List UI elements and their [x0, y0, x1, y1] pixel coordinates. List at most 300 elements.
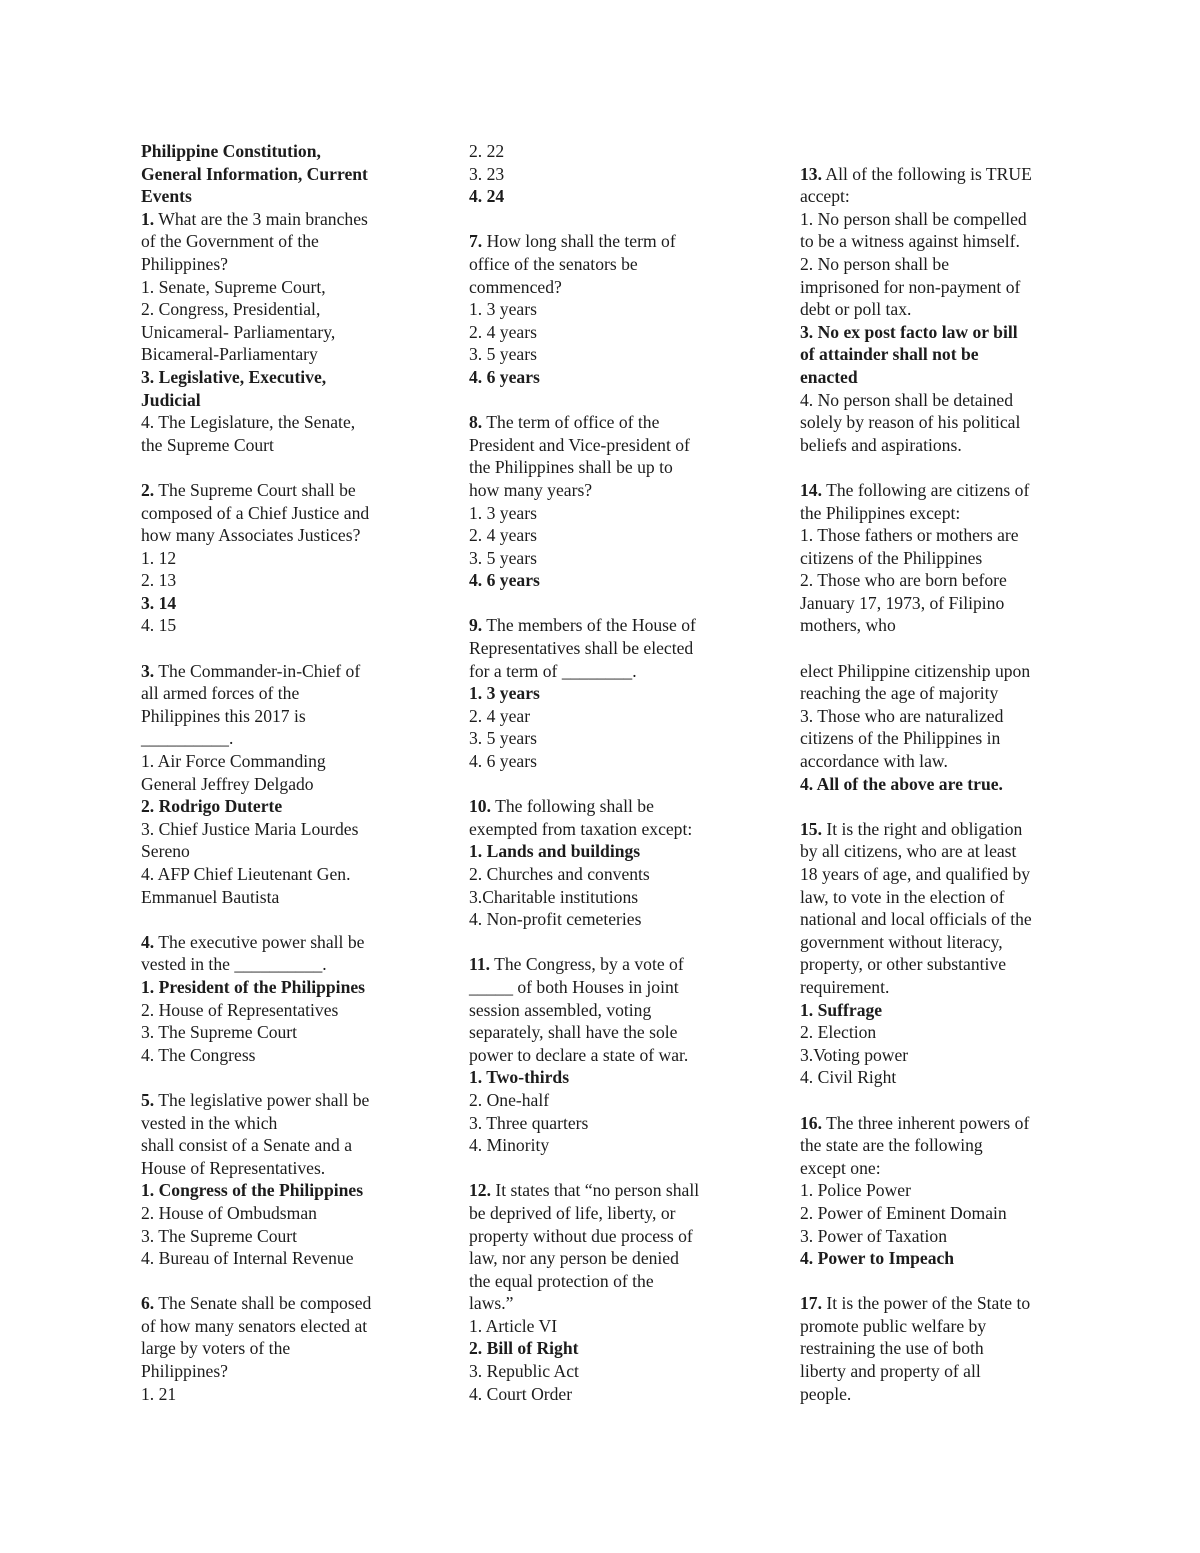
text-line [141, 1360, 409, 1383]
text-line [141, 1383, 409, 1406]
line-text: 1. Two-thirds [469, 1067, 570, 1088]
question-number: 7. [469, 231, 483, 252]
line-text: Events [141, 186, 192, 207]
text-line [141, 1202, 409, 1225]
text-line [141, 434, 409, 457]
line-text: of attainder shall not be [800, 344, 979, 365]
text-line [469, 163, 737, 186]
line-text: 2. 4 year [469, 705, 531, 726]
text-line [141, 1157, 409, 1180]
line-text: promote public welfare by [800, 1315, 987, 1336]
text-line [141, 1134, 409, 1157]
text-line [800, 547, 1068, 570]
question-number: 11. [469, 954, 491, 975]
line-text: The Senate shall be composed [154, 1293, 372, 1314]
column-1 [141, 140, 409, 1405]
line-text: 4. Power to Impeach [800, 1248, 955, 1269]
line-text: The executive power shall be [154, 931, 365, 952]
line-text: Representatives shall be elected [469, 638, 694, 659]
question-line [141, 208, 409, 231]
line-text: 2. 4 years [469, 321, 537, 342]
line-text: power to declare a state of war. [469, 1044, 689, 1065]
question-number: 14. [800, 479, 822, 500]
text-line [469, 1383, 737, 1406]
line-text: 2. House of Representatives [141, 999, 339, 1020]
line-text: imprisoned for non-payment of [800, 276, 1021, 297]
text-line [141, 1247, 409, 1270]
line-text: by all citizens, who are at least [800, 841, 1017, 862]
line-text: commenced? [469, 276, 562, 297]
line-text: What are the 3 main branches [154, 208, 368, 229]
line-text: 2. House of Ombudsman [141, 1202, 317, 1223]
text-line [469, 1247, 737, 1270]
text-line [800, 1179, 1068, 1202]
text-line [469, 908, 737, 931]
text-line [469, 1021, 737, 1044]
question-line [141, 1089, 409, 1112]
text-line [141, 502, 409, 525]
text-line [800, 230, 1068, 253]
line-text: 2. No person shall be [800, 253, 950, 274]
line-text: accept: [800, 186, 850, 207]
column-3 [800, 163, 1068, 1406]
line-text: 3. Legislative, Executive, [141, 366, 327, 387]
text-line [141, 1315, 409, 1338]
line-text: Emmanuel Bautista [141, 886, 280, 907]
line-text: 1. 12 [141, 547, 177, 568]
line-text: government without literacy, [800, 931, 1003, 952]
text-line [141, 863, 409, 886]
line-text: 4. AFP Chief Lieutenant Gen. [141, 864, 351, 884]
line-text: all armed forces of the [141, 683, 300, 704]
line-text: General Information, Current [141, 163, 368, 184]
text-line [469, 863, 737, 886]
question-number: 8. [469, 412, 483, 433]
text-line [800, 1383, 1068, 1406]
line-text: liberty and property of all [800, 1361, 981, 1382]
text-line [141, 343, 409, 366]
line-text: the Supreme Court [141, 434, 274, 455]
text-line [800, 908, 1068, 931]
line-text: vested in the which [141, 1112, 278, 1133]
line-text: shall consist of a Senate and a [141, 1135, 353, 1156]
question-line [141, 479, 409, 502]
line-text: national and local officials of the [800, 909, 1032, 930]
text-line [469, 547, 737, 570]
answer-line [141, 185, 409, 208]
answer-line [141, 389, 409, 412]
text-line [469, 253, 737, 276]
text-line [800, 1202, 1068, 1225]
answer-line [469, 1337, 737, 1360]
line-text: vested in the __________. [141, 954, 327, 975]
question-line [469, 411, 737, 434]
text-line [469, 750, 737, 773]
text-line [800, 389, 1068, 412]
text-line [800, 953, 1068, 976]
text-line [469, 502, 737, 525]
answer-line [800, 773, 1068, 796]
text-line [800, 614, 1068, 637]
text-line [469, 434, 737, 457]
text-line [141, 1337, 409, 1360]
line-text: 4. No person shall be detained [800, 389, 1014, 410]
text-line [469, 976, 737, 999]
text-line [141, 321, 409, 344]
text-line [469, 456, 737, 479]
line-text: 2. Power of Eminent Domain [800, 1202, 1007, 1223]
text-line [141, 818, 409, 841]
line-text: how many years? [469, 479, 593, 500]
question-number: 1. [141, 208, 155, 229]
line-text: 4. All of the above are true. [800, 773, 1003, 794]
line-text: 3.Voting power [800, 1044, 909, 1065]
text-line [800, 1021, 1068, 1044]
question-number: 16. [800, 1112, 822, 1133]
text-line [800, 1315, 1068, 1338]
question-number: 3. [141, 660, 155, 681]
text-line [141, 1044, 409, 1067]
line-text: Sereno [141, 841, 190, 862]
text-line [141, 569, 409, 592]
line-text: 2. Churches and convents [469, 864, 650, 884]
line-text: 18 years of age, and qualified by [800, 864, 1031, 884]
line-text: 2. Congress, Presidential, [141, 299, 321, 320]
text-line [469, 727, 737, 750]
text-line [141, 524, 409, 547]
answer-line [800, 999, 1068, 1022]
line-text: citizens of the Philippines in [800, 728, 1001, 749]
line-text: All of the following is TRUE [822, 163, 1032, 184]
line-text: the equal protection of the [469, 1270, 654, 1291]
line-text: 3. 5 years [469, 547, 537, 568]
line-text: It states that “no person shall [491, 1180, 700, 1201]
answer-line [469, 569, 737, 592]
text-line [141, 773, 409, 796]
answer-line [141, 976, 409, 999]
text-line [800, 592, 1068, 615]
answer-line [469, 366, 737, 389]
line-text: 3. The Supreme Court [141, 1225, 298, 1246]
line-text: The term of office of the [482, 412, 660, 433]
line-text: 2. 4 years [469, 525, 537, 546]
question-number: 15. [800, 818, 822, 839]
line-text: 1. Lands and buildings [469, 841, 641, 862]
line-text: separately, shall have the sole [469, 1022, 678, 1043]
question-number: 5. [141, 1089, 155, 1110]
text-line [469, 343, 737, 366]
line-text: _____ of both Houses in joint [469, 976, 679, 997]
text-line [141, 1112, 409, 1135]
line-text: elect Philippine citizenship upon [800, 660, 1031, 681]
question-line [469, 953, 737, 976]
question-number: 12. [469, 1180, 491, 1201]
line-text: 3.Charitable institutions [469, 886, 639, 907]
text-line [469, 999, 737, 1022]
line-text: debt or poll tax. [800, 299, 912, 320]
text-line [469, 524, 737, 547]
text-line [800, 727, 1068, 750]
answer-line [800, 343, 1068, 366]
line-text: 2. Bill of Right [469, 1338, 579, 1359]
line-text: law, to vote in the election of [800, 886, 1005, 907]
line-text: Judicial [141, 389, 201, 410]
question-line [800, 163, 1068, 186]
text-line [800, 931, 1068, 954]
line-text: large by voters of the [141, 1338, 291, 1359]
answer-line [141, 795, 409, 818]
question-number: 9. [469, 615, 483, 636]
line-text: 4. The Congress [141, 1044, 256, 1065]
line-text: 1. 3 years [469, 683, 540, 704]
text-line [141, 298, 409, 321]
line-text: restraining the use of both [800, 1338, 984, 1359]
line-text: 3. Those who are naturalized [800, 705, 1004, 726]
answer-line [141, 1179, 409, 1202]
line-text: January 17, 1973, of Filipino [800, 592, 1005, 613]
text-line [469, 818, 737, 841]
text-line [800, 1360, 1068, 1383]
text-line [141, 750, 409, 773]
line-text: 1. President of the Philippines [141, 976, 366, 997]
question-line [800, 1292, 1068, 1315]
text-line [800, 502, 1068, 525]
question-line [800, 818, 1068, 841]
line-text: 1. 21 [141, 1383, 177, 1404]
line-text: laws.” [469, 1293, 514, 1314]
line-text: The legislative power shall be [154, 1089, 370, 1110]
text-line [800, 276, 1068, 299]
question-line [141, 1292, 409, 1315]
line-text: 1. 3 years [469, 502, 537, 523]
text-line [141, 1021, 409, 1044]
question-line [469, 1179, 737, 1202]
line-text: 3. 5 years [469, 728, 537, 749]
text-line [141, 705, 409, 728]
line-text: be deprived of life, liberty, or [469, 1202, 676, 1223]
line-text: 3. Chief Justice Maria Lourdes [141, 818, 359, 839]
line-text: of the Government of the [141, 231, 319, 252]
text-line [469, 479, 737, 502]
text-line [141, 253, 409, 276]
line-text: 1. 3 years [469, 299, 537, 320]
text-line [800, 863, 1068, 886]
text-line [469, 1202, 737, 1225]
question-line [141, 660, 409, 683]
answer-line [141, 366, 409, 389]
text-line [800, 1225, 1068, 1248]
question-line [141, 931, 409, 954]
line-text: 4. The Legislature, the Senate, [141, 412, 356, 433]
line-text: 1. Those fathers or mothers are [800, 525, 1019, 546]
line-text: exempted from taxation except: [469, 818, 693, 839]
text-line [469, 276, 737, 299]
text-line [469, 660, 737, 683]
answer-line [141, 592, 409, 615]
question-number: 13. [800, 163, 822, 184]
line-text: 2. Rodrigo Duterte [141, 796, 283, 817]
line-text: House of Representatives. [141, 1157, 326, 1178]
answer-line [469, 682, 737, 705]
line-text: 1. Congress of the Philippines [141, 1180, 364, 1201]
question-number: 10. [469, 796, 491, 817]
line-text: property, or other substantive [800, 954, 1007, 975]
text-line [141, 682, 409, 705]
line-text: 1. No person shall be compelled [800, 208, 1027, 229]
answer-line [469, 1066, 737, 1089]
text-line [800, 298, 1068, 321]
text-line [469, 1089, 737, 1112]
text-line [141, 886, 409, 909]
line-text: 3. No ex post facto law or bill [800, 321, 1018, 342]
text-line [469, 1360, 737, 1383]
text-line [141, 1225, 409, 1248]
question-number: 6. [141, 1293, 155, 1314]
line-text: 4. Court Order [469, 1383, 573, 1404]
line-text: solely by reason of his political [800, 412, 1021, 433]
line-text: How long shall the term of [482, 231, 676, 252]
line-text: 4. 15 [141, 615, 177, 636]
text-line [469, 298, 737, 321]
text-line [469, 1112, 737, 1135]
line-text: Philippine Constitution, [141, 141, 321, 161]
text-line [141, 230, 409, 253]
line-text: 4. Minority [469, 1135, 550, 1156]
line-text: 2. Election [800, 1022, 877, 1043]
line-text: accordance with law. [800, 751, 948, 772]
text-line [469, 1044, 737, 1067]
line-text: The Supreme Court shall be [154, 479, 356, 500]
text-line [141, 953, 409, 976]
line-text: 2. Those who are born before [800, 570, 1007, 591]
line-text: composed of a Chief Justice and [141, 502, 370, 523]
answer-line [469, 185, 737, 208]
text-line [141, 411, 409, 434]
line-text: 4. Civil Right [800, 1067, 897, 1088]
line-text: 3. Power of Taxation [800, 1225, 947, 1246]
line-text: 2. One-half [469, 1089, 550, 1110]
line-text: 3. 23 [469, 163, 505, 184]
line-text: The members of the House of [482, 615, 696, 636]
line-text: the Philippines except: [800, 502, 961, 523]
line-text: property without due process of [469, 1225, 693, 1246]
text-line [800, 185, 1068, 208]
line-text: Philippines this 2017 is [141, 705, 306, 726]
line-text: citizens of the Philippines [800, 547, 983, 568]
line-text: 1. Senate, Supreme Court, [141, 276, 326, 297]
text-line [469, 1270, 737, 1293]
line-text: Bicameral-Parliamentary [141, 344, 318, 365]
question-line [800, 479, 1068, 502]
text-line [800, 524, 1068, 547]
text-line [800, 208, 1068, 231]
text-line [800, 1044, 1068, 1067]
line-text: 4. Bureau of Internal Revenue [141, 1248, 354, 1269]
line-text: the Philippines shall be up to [469, 457, 673, 478]
answer-line [800, 366, 1068, 389]
line-text: Unicameral- Parliamentary, [141, 321, 336, 342]
text-line [800, 705, 1068, 728]
text-line [800, 886, 1068, 909]
question-number: 4. [141, 931, 155, 952]
text-line [800, 1337, 1068, 1360]
line-text: It is the right and obligation [822, 818, 1023, 839]
line-text: __________. [141, 728, 234, 749]
answer-line [800, 1247, 1068, 1270]
text-line [469, 1134, 737, 1157]
question-line [800, 1112, 1068, 1135]
text-line [800, 253, 1068, 276]
line-text: 4. 6 years [469, 570, 540, 591]
line-text: requirement. [800, 976, 890, 997]
line-text: General Jeffrey Delgado [141, 773, 314, 794]
line-text: except one: [800, 1157, 881, 1178]
line-text: The following are citizens of [822, 479, 1030, 500]
line-text: 3. 14 [141, 592, 177, 613]
text-line [800, 750, 1068, 773]
line-text: It is the power of the State to [822, 1293, 1031, 1314]
text-line [469, 886, 737, 909]
line-text: to be a witness against himself. [800, 231, 1020, 252]
line-text: The following shall be [491, 796, 654, 817]
line-text: 1. Air Force Commanding [141, 751, 326, 772]
text-line [800, 1134, 1068, 1157]
line-text: The Commander-in-Chief of [154, 660, 361, 681]
text-line [800, 411, 1068, 434]
line-text: 4. Non-profit cemeteries [469, 909, 642, 930]
text-line [141, 840, 409, 863]
text-line [800, 1066, 1068, 1089]
line-text: Philippines? [141, 1361, 228, 1382]
line-text: reaching the age of majority [800, 683, 999, 704]
question-number: 17. [800, 1293, 822, 1314]
line-text: 1. Article VI [469, 1315, 558, 1336]
text-line [800, 660, 1068, 683]
answer-line [141, 163, 409, 186]
text-line [800, 569, 1068, 592]
text-line [800, 434, 1068, 457]
question-line [469, 795, 737, 818]
text-line [469, 1225, 737, 1248]
line-text: enacted [800, 366, 858, 387]
line-text: President and Vice-president of [469, 434, 690, 455]
text-line [469, 637, 737, 660]
line-text: 4. 6 years [469, 751, 537, 772]
text-line [800, 976, 1068, 999]
line-text: 3. The Supreme Court [141, 1022, 298, 1043]
line-text: 3. Three quarters [469, 1112, 589, 1133]
line-text: people. [800, 1383, 852, 1404]
text-line [141, 547, 409, 570]
line-text: office of the senators be [469, 253, 638, 274]
question-line [469, 230, 737, 253]
text-line [800, 1157, 1068, 1180]
line-text: 1. Police Power [800, 1180, 911, 1201]
line-text: the state are the following [800, 1135, 983, 1156]
line-text: 4. 24 [469, 186, 505, 207]
line-text: mothers, who [800, 615, 896, 636]
text-line [141, 276, 409, 299]
text-line [469, 140, 737, 163]
answer-line [800, 321, 1068, 344]
line-text: 2. 13 [141, 570, 177, 591]
line-text: beliefs and aspirations. [800, 434, 962, 455]
text-line [469, 321, 737, 344]
line-text: 3. Republic Act [469, 1361, 579, 1382]
text-line [469, 1315, 737, 1338]
question-line [469, 614, 737, 637]
text-line [469, 1292, 737, 1315]
